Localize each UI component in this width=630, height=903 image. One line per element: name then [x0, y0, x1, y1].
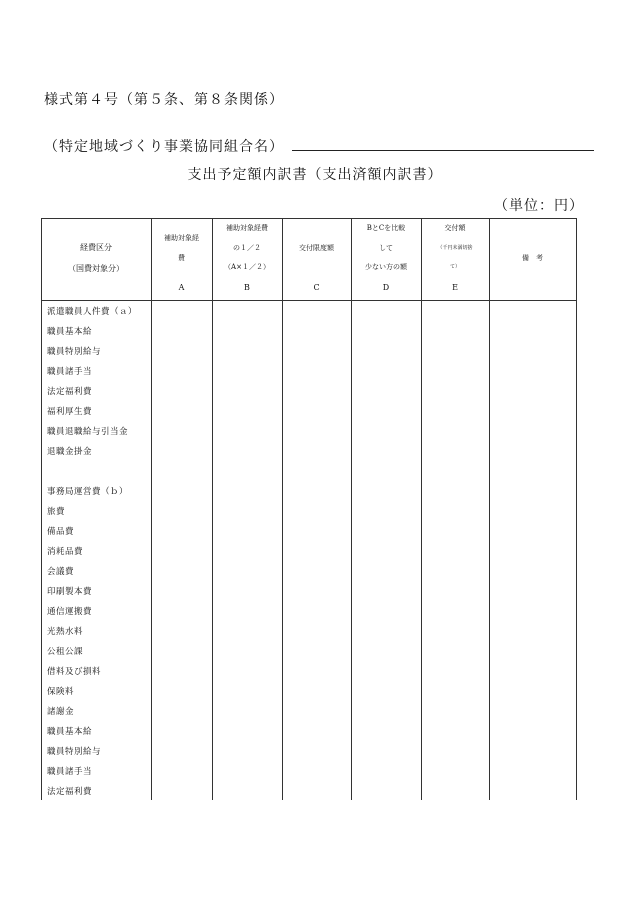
header-col-e-line2: （千円未満切捨	[437, 245, 473, 251]
row-label: 保険料	[47, 687, 75, 697]
expense-breakdown-table	[41, 218, 577, 800]
header-col-b-line3: （A×１／２）	[224, 263, 270, 271]
row-label-office-operations: 事務局運営費（ｂ）	[47, 487, 129, 497]
row-label: 職員退職給与引当金	[47, 427, 129, 437]
header-col-a-line2: 費	[178, 254, 185, 262]
header-col-c-letter: C	[313, 283, 320, 292]
header-category	[41, 218, 151, 300]
header-bottom-border	[41, 300, 577, 301]
row-label: 職員特別給与	[47, 347, 102, 357]
row-label-dispatch-personnel: 派遣職員人件費（ａ）	[47, 307, 138, 317]
header-col-c-line1: 交付限度額	[299, 244, 334, 252]
row-label: 消耗品費	[47, 547, 84, 557]
header-col-b-line1: 補助対象経費	[226, 224, 268, 232]
header-category-line2: （国費対象分）	[68, 264, 124, 273]
header-remarks-line1: 備 考	[522, 254, 543, 262]
header-col-d	[351, 218, 421, 300]
header-col-b	[212, 218, 282, 300]
row-label: 旅費	[47, 507, 66, 517]
header-col-c	[282, 218, 351, 300]
row-label: 福利厚生費	[47, 407, 93, 417]
row-label: 法定福利費	[47, 387, 93, 397]
header-col-a-line1: 補助対象経	[164, 234, 199, 242]
header-col-d-letter: D	[382, 283, 390, 292]
row-label: 印刷製本費	[47, 587, 93, 597]
header-col-e	[421, 218, 489, 300]
form-number: 様式第４号（第５条、第８条関係）	[44, 92, 284, 108]
header-col-e-line1: 交付額	[444, 224, 466, 232]
document-title: 支出予定額内訳書（支出済額内訳書）	[187, 167, 443, 183]
header-category-line1: 経費区分	[80, 243, 112, 252]
column-divider	[489, 218, 490, 800]
header-remarks	[489, 218, 576, 300]
column-divider	[151, 218, 152, 800]
org-name-label: （特定地域づくり事業協同組合名）	[44, 139, 284, 155]
row-label: 備品費	[47, 527, 75, 537]
row-label: 職員基本給	[47, 727, 93, 737]
header-col-d-line1: BとCを比較	[366, 224, 406, 232]
header-col-a-letter: A	[178, 283, 185, 292]
column-divider	[282, 218, 283, 800]
row-label: 借料及び損料	[47, 667, 102, 677]
row-label: 職員諸手当	[47, 767, 93, 777]
row-label: 通信運搬費	[47, 607, 93, 617]
row-label: 諸謝金	[47, 707, 75, 717]
header-col-a	[151, 218, 212, 300]
header-col-d-line3: 少ない方の額	[365, 263, 407, 271]
row-label: 職員特別給与	[47, 747, 102, 757]
org-name-field[interactable]	[292, 150, 594, 151]
column-divider	[351, 218, 352, 800]
header-col-b-line2: の１／２	[233, 244, 261, 252]
header-col-e-letter: E	[452, 283, 458, 292]
column-divider	[212, 218, 213, 800]
row-label: 職員諸手当	[47, 367, 93, 377]
header-col-b-letter: B	[244, 283, 250, 292]
unit-label: （単位：円）	[494, 198, 584, 214]
row-label: 光熱水料	[47, 627, 84, 637]
column-divider	[421, 218, 422, 800]
row-label: 職員基本給	[47, 327, 93, 337]
header-col-e-line3: て）	[449, 264, 460, 270]
table-left-border	[41, 218, 42, 800]
row-label: 法定福利費	[47, 787, 93, 797]
row-label: 退職金掛金	[47, 447, 93, 457]
row-label: 公租公課	[47, 647, 84, 657]
header-col-d-line2: して	[379, 244, 393, 252]
row-label: 会議費	[47, 567, 75, 577]
table-right-border	[576, 218, 577, 800]
